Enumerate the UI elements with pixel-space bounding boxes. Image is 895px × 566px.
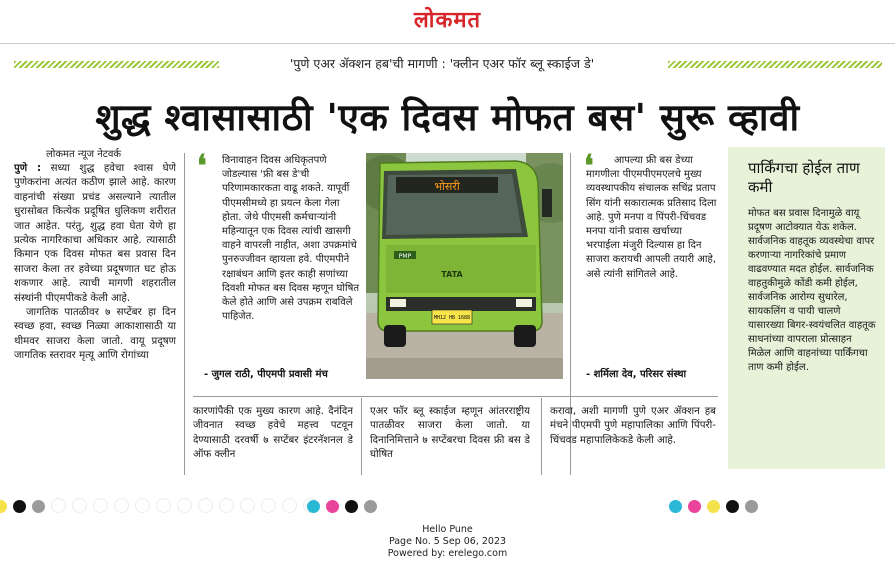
footer-page-date: Page No. 5 Sep 06, 2023 bbox=[388, 536, 507, 547]
quote-mark-icon: ❛ bbox=[197, 149, 207, 184]
newspaper-masthead bbox=[0, 4, 895, 38]
quote-right-attribution: - शर्मिला देव, परिसर संस्था bbox=[586, 369, 687, 380]
quote-right-text: आपल्या फ्री बस डेच्या मागणीला पीएमपीएमएलचे मुख्य व्यवस्थापकीय संचालक सचिंद्र प्रताप सिंग यांनी सकारात्मक प्रतिसाद दिला आहे. पुणे मनपा व पिंपरी-चिंचवड मनपा यांनी प्रवास खर्चाच्या भरपाईला मंजुरी दिल्यास हा दिन साजरा करायची आपली तयारी आहे, असे त्यांनी सांगितले आहे. bbox=[586, 155, 717, 280]
article-dateline: पुणे : bbox=[14, 163, 42, 174]
registration-dot bbox=[51, 498, 66, 513]
registration-dot bbox=[0, 500, 7, 513]
footer-powered-by: Powered by: erelego.com bbox=[387, 548, 508, 559]
registration-dot bbox=[326, 500, 339, 513]
registration-dot bbox=[32, 500, 45, 513]
registration-dot bbox=[72, 498, 87, 513]
bus-operator-logo: PMP bbox=[398, 253, 412, 260]
registration-dot bbox=[688, 500, 701, 513]
registration-dot bbox=[261, 498, 276, 513]
footer-edition: Hello Pune bbox=[422, 524, 473, 535]
lower-columns-rule bbox=[193, 396, 718, 397]
bus-brand: TATA bbox=[441, 270, 463, 279]
registration-dot bbox=[669, 500, 682, 513]
registration-dot bbox=[364, 500, 377, 513]
kicker-stripe-right bbox=[668, 61, 882, 68]
kicker-stripe-left bbox=[14, 61, 219, 68]
registration-dots-center bbox=[307, 498, 383, 511]
registration-dot bbox=[282, 498, 297, 513]
article-headline: शुद्ध श्वासासाठी 'एक दिवस मोफत बस' सुरू व्हावी bbox=[95, 96, 800, 139]
registration-dot bbox=[307, 500, 320, 513]
article-column-1 bbox=[14, 162, 176, 474]
registration-dot bbox=[13, 500, 26, 513]
sidebar-heading: पार्किंगचा होईल ताण कमी bbox=[748, 159, 860, 196]
quote-left-text: विनावाहन दिवस अधिकृतपणे जोडल्यास 'फ्री बस डे'ची परिणामकारकता वाढू शकते. यापूर्वी पीएमसीमध्ये हा प्रयत्न केला गेला होता. जेथे पीएमसी कर्मचाऱ्यांनी महिन्यातून एक दिवस त्यांची खासगी वाहने वापरली नाहीत, अशा उपक्रमांचे पुनरुज्जीवन व्हायला हवे. पीएमपीने रक्षाबंधन आणि इतर काही सणांच्या दिवशी मोफत बस दिवस म्हणून घोषित केले होते आणि असे उपक्रम राबविले पाहिजेत. bbox=[222, 155, 360, 323]
registration-dot bbox=[114, 498, 129, 513]
registration-dot bbox=[726, 500, 739, 513]
article-column-1-paragraph-1: सध्या शुद्ध हवेचा श्वास घेणे पुणेकरांना अत्यंत कठीण झाले आहे. कारण वाहनांची संख्या प्रचंड असल्याने त्यातील धुरासोबत कित्येक प्रदूषित धुलिकण शरीरात जात आहेत. परंतु, शुद्ध हवा घेता येणे हा प्रत्येक नागरिकाचा अधिकार आहे. त्यासाठी किमान एक दिवस मोफत बस प्रवास दिन साजरा केला तर हवेच्या प्रदूषणात घट होऊ शकणार आहे. त्याची मागणी शहरातील संस्थांनी पीएमपीकडे केली आहे. bbox=[14, 163, 176, 304]
registration-dot bbox=[198, 498, 213, 513]
newspaper-logo: लोकमत bbox=[413, 7, 482, 33]
quote-left-attribution: - जुगल राठी, पीएमपी प्रवासी मंच bbox=[204, 369, 328, 380]
registration-dot bbox=[93, 498, 108, 513]
article-column-4: करावा, अशी मागणी पुणे एअर ॲक्शन हब मंचने पीएमपी पुणे महापालिका आणि पिंपरी-चिंचवड महापालिकेकडे केली आहे. bbox=[550, 406, 716, 446]
bus-illustration bbox=[366, 153, 563, 379]
kicker-text: 'पुणे एअर ॲक्शन हब'ची मागणी : 'क्लीन एअर फॉर ब्लू स्काईज डे' bbox=[289, 56, 595, 71]
article-column-3: एअर फॉर ब्लू स्काईज म्हणून आंतरराष्ट्रीय पातळीवर साजरा केला जातो. या दिनानिमित्ताने ७ सप्टेंबरचा दिवस फ्री बस डे घोषित bbox=[370, 406, 530, 461]
bus-route-sign: भोसरी bbox=[434, 180, 460, 193]
article-byline: लोकमत न्यूज नेटवर्क bbox=[46, 149, 122, 160]
registration-dot bbox=[135, 498, 150, 513]
registration-dot bbox=[177, 498, 192, 513]
masthead-divider bbox=[0, 43, 895, 44]
article-column-2: कारणांपैकी एक मुख्य कारण आहे. दैनंदिन जीवनात स्वच्छ हवेचे महत्त्व पटवून देण्यासाठी दरवर्षी ७ सप्टेंबर इंटरनॅशनल डे ऑफ क्लीन bbox=[193, 406, 353, 461]
registration-dot bbox=[345, 500, 358, 513]
registration-dot bbox=[745, 500, 758, 513]
bus-plate: MH12 HB 1688 bbox=[433, 315, 471, 321]
sidebar-box bbox=[728, 147, 885, 469]
registration-dot bbox=[240, 498, 255, 513]
column-divider-2 bbox=[361, 398, 362, 475]
article-column-1-paragraph-2: जागतिक पातळीवर ७ सप्टेंबर हा दिन स्वच्छ हवा, स्वच्छ निळ्या आकाशासाठी या थीमवर साजरा केला जातो. वायू प्रदूषण जागतिक स्तरावर मृत्यू आणि रोगांच्या bbox=[14, 307, 176, 362]
registration-dots-right bbox=[669, 498, 764, 511]
registration-dot bbox=[707, 500, 720, 513]
column-divider-4 bbox=[541, 398, 542, 475]
quote-mark-icon: ❛ bbox=[584, 149, 594, 184]
registration-dots-left bbox=[0, 498, 324, 511]
bus-photo bbox=[366, 153, 563, 379]
registration-dot bbox=[156, 498, 171, 513]
sidebar-body: मोफत बस प्रवास दिनामुळे वायू प्रदूषण आटोक्यात येऊ शकेल. सार्वजनिक वाहतूक व्यवस्थेचा वापर करणाऱ्या नागरिकांचे प्रमाण वाढवण्यात मदत होईल. सार्वजनिक वाहतुकीमुळे कोंडी कमी होईल, सार्वजनिक आरोग्य सुधारेल, सायकलिंग व पायी चालणे यासारख्या बिगर-स्वयंचलित वाहतूक साधनांच्या वापराला प्रोत्साहन मिळेल आणि वाहनांच्या पार्किंगचा ताण कमी होईल. bbox=[748, 208, 876, 373]
registration-dot bbox=[219, 498, 234, 513]
column-divider-1 bbox=[184, 153, 185, 475]
